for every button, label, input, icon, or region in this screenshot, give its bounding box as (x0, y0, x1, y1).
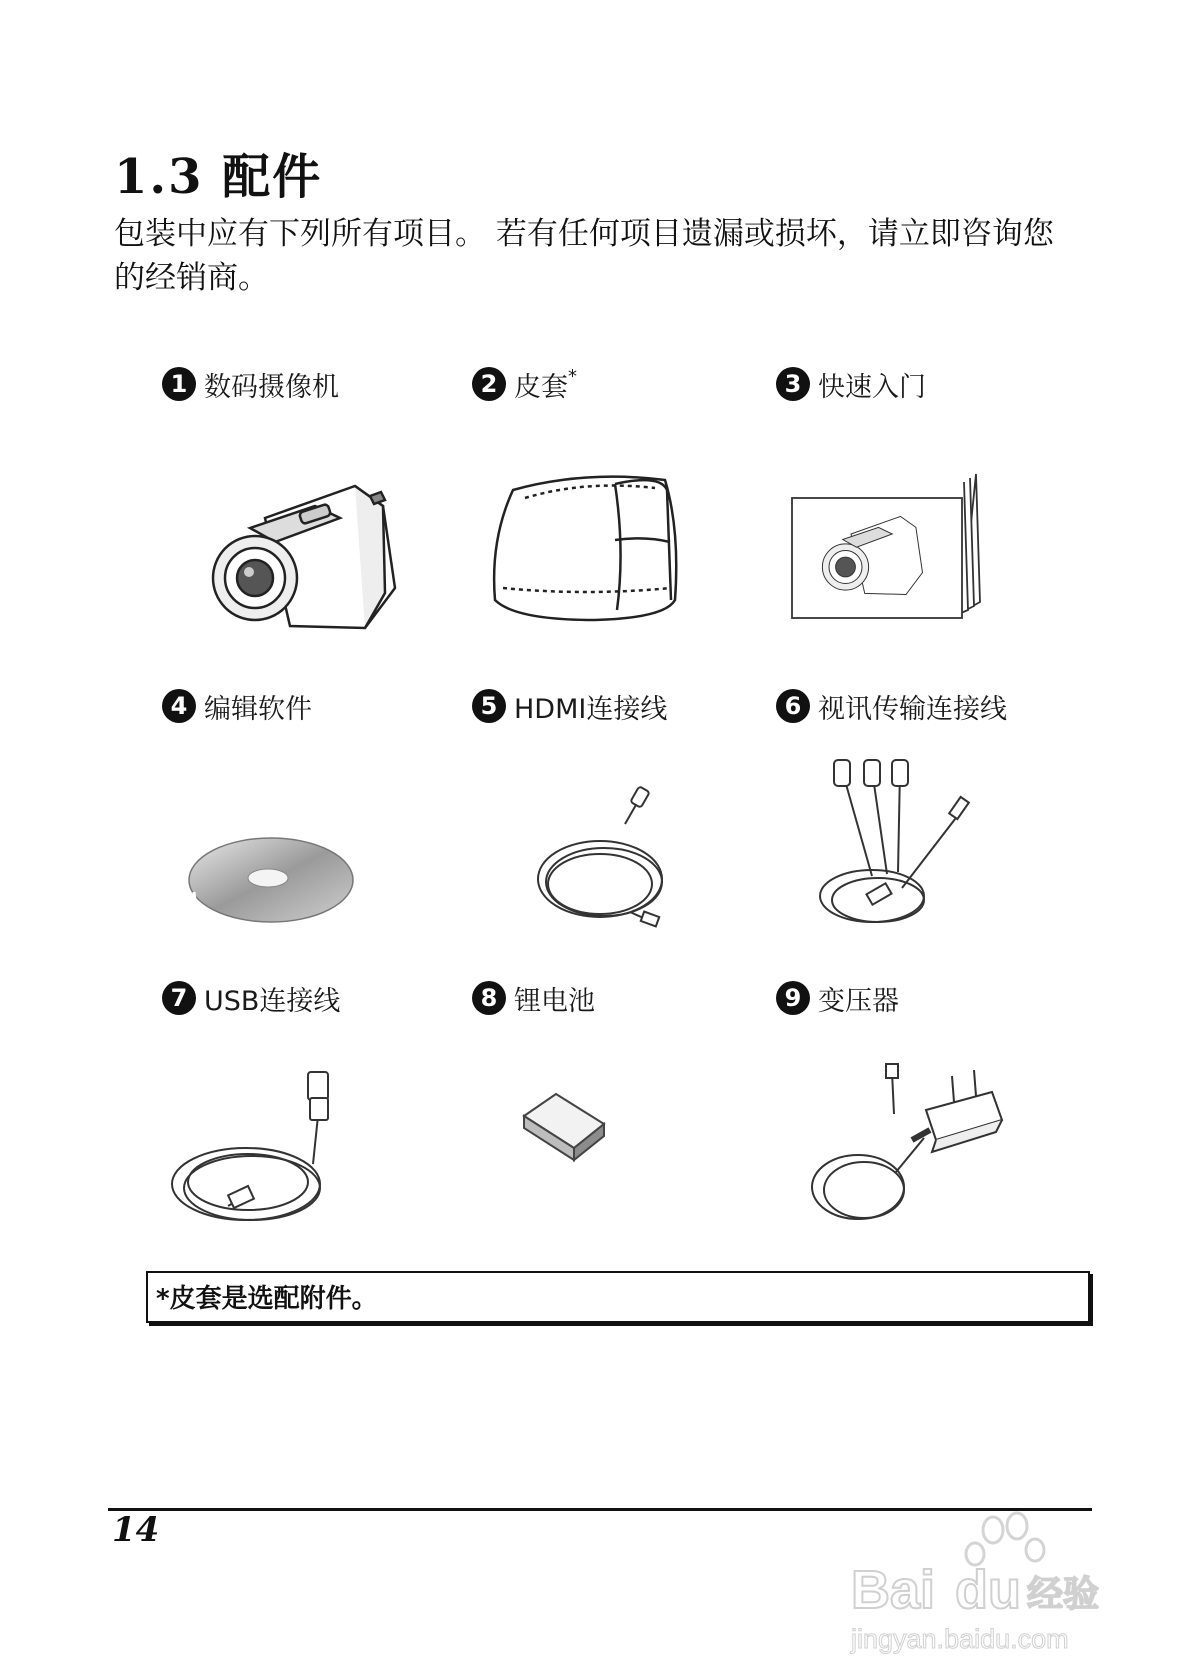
intro-paragraph (114, 212, 1094, 300)
item-label-camcorder (162, 364, 339, 404)
intro-line-1: 包装中应有下列所有项目。 若有任何项目遗漏或损坏，请立即咨询您 (114, 216, 1054, 252)
item-name: 数码摄像机 (204, 371, 339, 403)
item-label-usb-cable (162, 978, 340, 1018)
number-badge: 8 (472, 981, 506, 1015)
footnote-box: *皮套是选配附件。 (146, 1271, 1090, 1323)
item-label-pouch (472, 364, 577, 404)
svg-text:du: du (955, 1560, 1021, 1620)
usb-cable-icon (168, 1064, 368, 1234)
number-badge: 3 (776, 367, 810, 401)
item-name: 编辑软件 (204, 693, 312, 725)
svg-text:经验: 经验 (1027, 1574, 1100, 1615)
av-cable-icon (812, 756, 992, 936)
intro-line-2: 的经销商。 (114, 260, 269, 296)
number-badge: 7 (162, 981, 196, 1015)
item-name: 视讯传输连接线 (818, 693, 1007, 725)
item-name: 快速入门 (818, 371, 926, 403)
svg-text:jingyan.baidu.com: jingyan.baidu.com (851, 1624, 1069, 1654)
item-label-av-cable (776, 686, 1007, 726)
quick-start-guide-icon (788, 472, 988, 622)
software-disc-icon (186, 832, 356, 932)
item-label-hdmi-cable (472, 686, 667, 726)
number-badge: 2 (472, 367, 506, 401)
item-label-quick-start (776, 364, 926, 404)
power-adapter-icon (806, 1062, 1006, 1232)
hdmi-cable-icon (530, 784, 680, 934)
number-badge: 6 (776, 689, 810, 723)
item-name: HDMI连接线 (514, 693, 668, 725)
camcorder-icon (205, 478, 405, 638)
item-name: 皮套 (514, 371, 568, 403)
number-badge: 1 (162, 367, 196, 401)
item-label-battery (472, 978, 595, 1018)
item-name: USB连接线 (204, 985, 341, 1017)
page-number: 14 (112, 1510, 160, 1550)
item-label-software (162, 686, 312, 726)
number-badge: 5 (472, 689, 506, 723)
item-label-adapter (776, 978, 899, 1018)
svg-text:Bai: Bai (851, 1560, 936, 1620)
footnote-mark: * (568, 366, 577, 387)
item-name: 变压器 (818, 985, 899, 1017)
battery-icon (520, 1088, 610, 1164)
item-name: 锂电池 (514, 985, 595, 1017)
baidu-watermark-logo (845, 1508, 1115, 1658)
pouch-icon (485, 470, 685, 630)
number-badge: 4 (162, 689, 196, 723)
number-badge: 9 (776, 981, 810, 1015)
section-title: 1.3 配件 (114, 149, 323, 205)
